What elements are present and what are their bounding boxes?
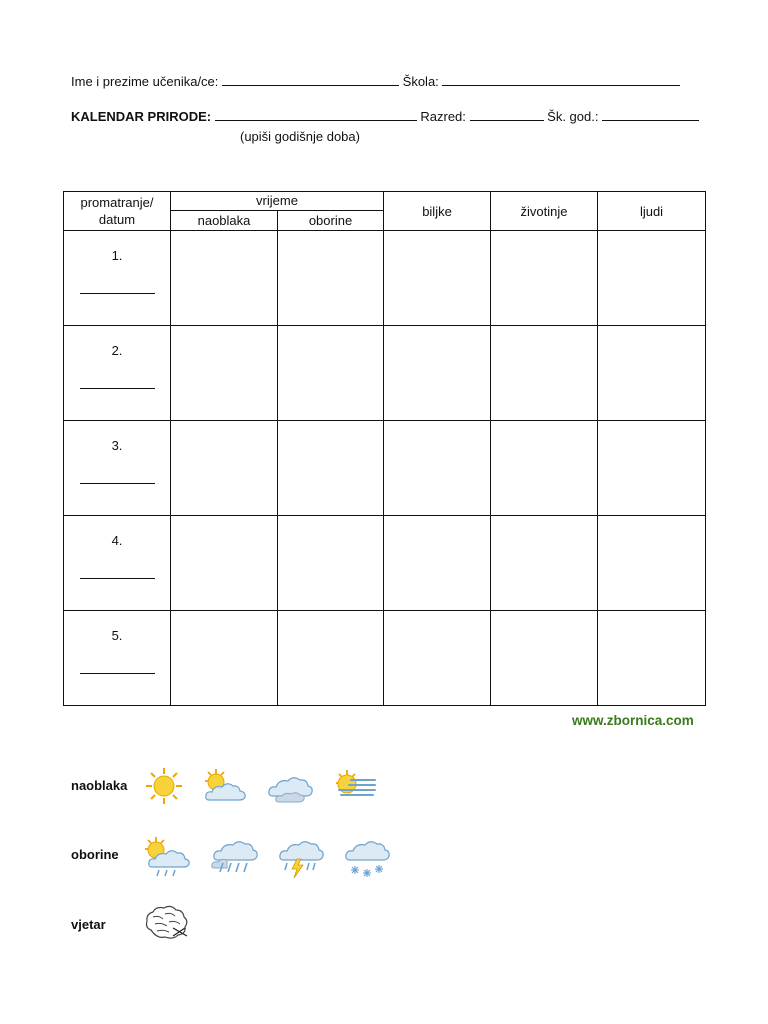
class-label: Razred: xyxy=(420,109,466,124)
legend-precipitation-label: oborine xyxy=(71,847,119,862)
people-cell[interactable] xyxy=(598,516,706,611)
table-row xyxy=(64,516,706,611)
date-field[interactable] xyxy=(80,578,155,579)
animals-cell[interactable] xyxy=(491,421,598,516)
table-row xyxy=(64,231,706,326)
name-field[interactable] xyxy=(222,74,399,86)
class-field[interactable] xyxy=(470,109,544,121)
school-field[interactable] xyxy=(442,74,680,86)
nature-calendar-table xyxy=(63,191,706,706)
people-cell[interactable] xyxy=(598,231,706,326)
animals-cell[interactable] xyxy=(491,231,598,326)
snow-icon xyxy=(341,834,391,882)
table-row xyxy=(64,421,706,516)
date-field[interactable] xyxy=(80,293,155,294)
legend-clouds-label: naoblaka xyxy=(71,778,128,793)
observation-number: 3. xyxy=(111,438,123,453)
clouds-cell[interactable] xyxy=(171,516,278,611)
season-field[interactable] xyxy=(215,109,417,121)
precipitation-cell[interactable] xyxy=(278,611,384,706)
sun-rain-icon xyxy=(143,834,193,882)
people-cell[interactable] xyxy=(598,421,706,516)
table-row xyxy=(64,611,706,706)
thunderstorm-icon xyxy=(275,834,325,882)
header-clouds: naoblaka xyxy=(171,210,278,230)
clouds-cell[interactable] xyxy=(171,326,278,421)
site-url: www.zbornica.com xyxy=(572,713,694,728)
observation-number: 1. xyxy=(111,248,123,263)
header-people: ljudi xyxy=(598,192,706,231)
observation-cell xyxy=(64,611,171,706)
sun-icon xyxy=(143,766,185,806)
precipitation-cell[interactable] xyxy=(278,326,384,421)
date-field[interactable] xyxy=(80,483,155,484)
observation-cell xyxy=(64,326,171,421)
animals-cell[interactable] xyxy=(491,326,598,421)
observation-cell xyxy=(64,516,171,611)
plants-cell[interactable] xyxy=(384,231,491,326)
animals-cell[interactable] xyxy=(491,516,598,611)
observation-number: 4. xyxy=(111,533,123,548)
header-animals: životinje xyxy=(491,192,598,231)
header-plants: biljke xyxy=(384,192,491,231)
date-field[interactable] xyxy=(80,388,155,389)
sun-behind-cloud-icon xyxy=(201,766,249,806)
legend-wind-icons xyxy=(143,902,191,944)
clouds-cell[interactable] xyxy=(171,231,278,326)
precipitation-cell[interactable] xyxy=(278,231,384,326)
wind-icon xyxy=(143,902,191,944)
school-label: Škola: xyxy=(402,74,439,89)
observation-cell xyxy=(64,421,171,516)
table-row xyxy=(64,326,706,421)
legend-precipitation-icons xyxy=(143,834,391,882)
people-cell[interactable] xyxy=(598,326,706,421)
sun-fog-icon xyxy=(331,766,379,806)
header-observation-date: promatranje/ datum xyxy=(64,192,171,231)
observation-cell xyxy=(64,231,171,326)
plants-cell[interactable] xyxy=(384,611,491,706)
name-label: Ime i prezime učenika/ce: xyxy=(71,74,219,89)
plants-cell[interactable] xyxy=(384,326,491,421)
legend-clouds-icons xyxy=(143,766,379,806)
header-line-2 xyxy=(71,109,699,124)
legend-wind-label: vjetar xyxy=(71,917,106,932)
header-line-1 xyxy=(71,74,680,89)
date-field[interactable] xyxy=(80,673,155,674)
season-hint: (upiši godišnje doba) xyxy=(240,129,360,144)
rain-icon xyxy=(209,834,259,882)
people-cell[interactable] xyxy=(598,611,706,706)
observation-number: 2. xyxy=(111,343,123,358)
header-weather: vrijeme xyxy=(171,192,384,211)
observation-number: 5. xyxy=(111,628,123,643)
year-label: Šk. god.: xyxy=(547,109,599,124)
year-field[interactable] xyxy=(602,109,699,121)
precipitation-cell[interactable] xyxy=(278,516,384,611)
cloudy-icon xyxy=(265,766,315,806)
clouds-cell[interactable] xyxy=(171,611,278,706)
animals-cell[interactable] xyxy=(491,611,598,706)
plants-cell[interactable] xyxy=(384,516,491,611)
clouds-cell[interactable] xyxy=(171,421,278,516)
precipitation-cell[interactable] xyxy=(278,421,384,516)
plants-cell[interactable] xyxy=(384,421,491,516)
calendar-label: KALENDAR PRIRODE: xyxy=(71,109,212,124)
header-precipitation: oborine xyxy=(278,210,384,230)
